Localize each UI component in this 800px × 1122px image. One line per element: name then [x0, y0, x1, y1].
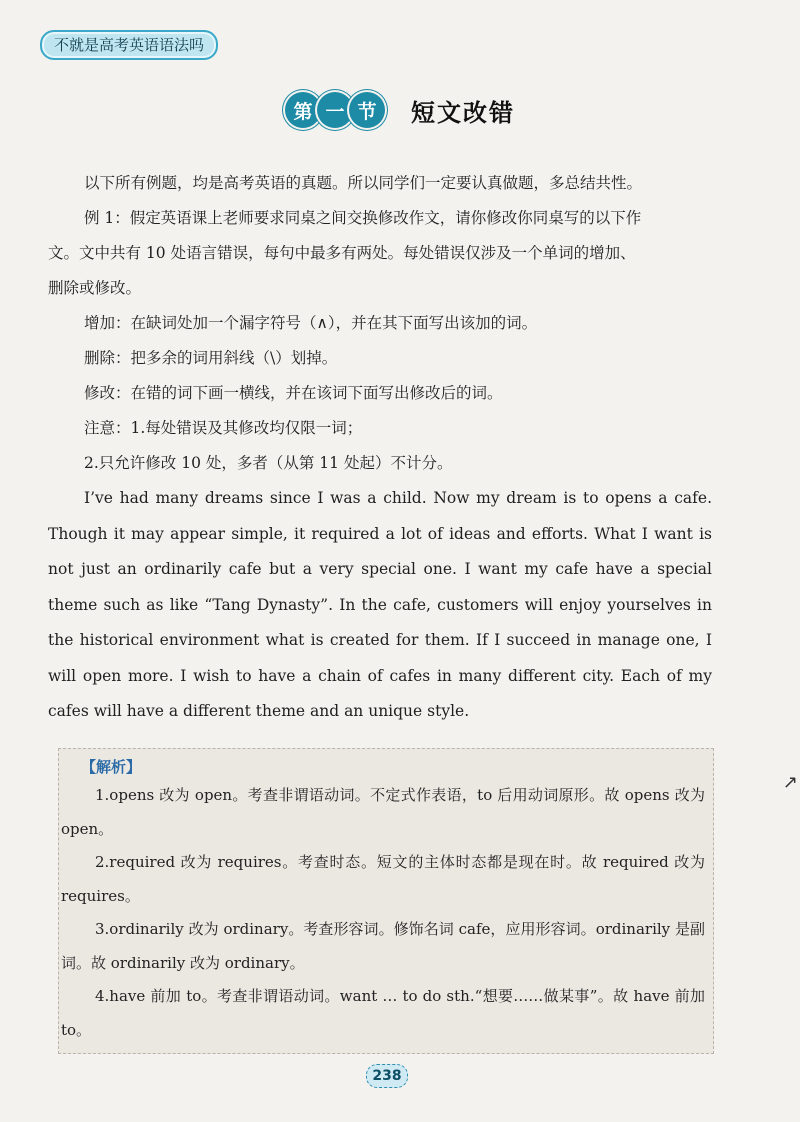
section-char-3: 节: [349, 92, 385, 128]
main-content: [48, 166, 712, 730]
section-number-circles: [285, 92, 385, 128]
page-number: 238: [366, 1064, 408, 1088]
analysis-item-3: 3.ordinarily 改为 ordinary。考查形容词。修饰名词 cafe，应用形容词。ordinarily 是副词。故 ordinarily 改为 ordinary。: [61, 920, 705, 972]
rule-delete: 删除：把多余的词用斜线（\）划掉。: [84, 349, 338, 367]
example-desc-line-2: 文。文中共有 10 处语言错误，每句中最多有两处。每处错误仅涉及一个单词的增加、: [48, 244, 636, 262]
note-2: 2.只允许修改 10 处，多者（从第 11 处起）不计分。: [84, 454, 453, 472]
analysis-body: [61, 779, 705, 1047]
analysis-item-1: 1.opens 改为 open。考查非谓语动词。不定式作表语，to 后用动词原形。故 opens 改为 open。: [61, 786, 705, 838]
analysis-item-2: 2.required 改为 requires。考查时态。短文的主体时态都是现在时。故 required 改为 requires。: [61, 853, 705, 905]
intro-paragraph: 以下所有例题，均是高考英语的真题。所以同学们一定要认真做题，多总结共性。: [84, 174, 643, 192]
rule-add: 增加：在缺词处加一个漏字符号（∧），并在其下面写出该加的词。: [84, 314, 538, 332]
section-heading: [0, 92, 800, 128]
section-char-2: 一: [317, 92, 353, 128]
section-title: 短文改错: [411, 98, 515, 127]
analysis-box: [58, 748, 714, 1054]
essay-passage: I’ve had many dreams since I was a child. Now my dream is to opens a cafe. Though it may appear simple, it required a lot of ideas and efforts. What I want is not just an ordinarily cafe but a very special one. I want my cafe have a special theme such as like “Tang Dynasty”. In the cafe, customers will enjoy yourselves in the historical environment what is created for them. If I succeed in manage one, I will open more. I wish to have a chain of cafes in many different city. Each of my cafes will have a different theme and an unique style.: [48, 489, 712, 720]
analysis-item-4: 4.have 前加 to。考查非谓语动词。want … to do sth.“想要……做某事”。故 have 前加 to。: [61, 987, 705, 1039]
example-desc-line-3: 删除或修改。: [48, 279, 142, 297]
margin-mark: ↗: [782, 772, 798, 793]
example-desc-line-1: 例 1：假定英语课上老师要求同桌之间交换修改作文，请你修改你同桌写的以下作: [84, 209, 642, 227]
analysis-label: 【解析】: [81, 758, 142, 776]
rule-modify: 修改：在错的词下画一横线，并在该词下面写出修改后的词。: [84, 384, 503, 402]
book-title-badge: 不就是高考英语语法吗: [40, 30, 218, 60]
note-1: 注意：1.每处错误及其修改均仅限一词；: [84, 419, 363, 437]
section-char-1: 第: [285, 92, 321, 128]
